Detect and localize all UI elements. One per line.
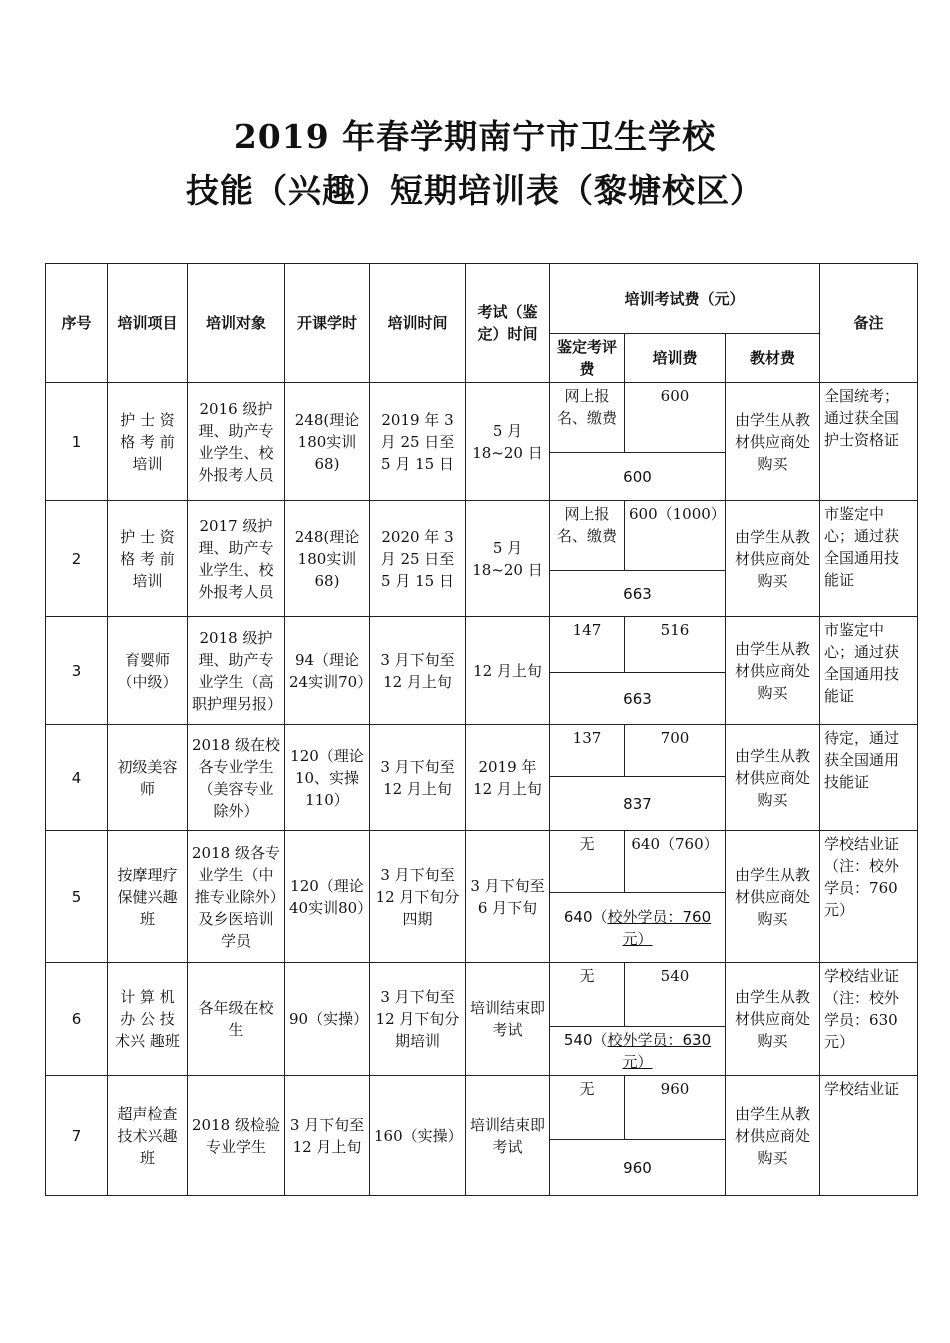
row-training-fee: 960 <box>625 1076 726 1140</box>
row-target: 2018 级检验专业学生 <box>188 1076 285 1196</box>
row-total-fee <box>550 453 726 501</box>
row-seq: 3 <box>46 617 108 725</box>
row-total-main: 663 <box>623 584 652 603</box>
row-target: 2018 级各专业学生（中推专业除外）及乡医培训学员 <box>188 831 285 963</box>
row-exam: 培训结束即考试 <box>466 963 550 1076</box>
row-remarks: 学校结业证（注：校外学员：630 元） <box>820 963 918 1076</box>
title-line-2: 技能（兴趣）短期培训表（黎塘校区） <box>186 171 764 210</box>
row-seq: 1 <box>46 383 108 501</box>
row-material-fee: 由学生从教材供应商处购买 <box>726 1076 820 1196</box>
row-appraisal-fee: 无 <box>550 1076 625 1140</box>
row-remarks: 待定，通过获全国通用技能证 <box>820 725 918 831</box>
table-row <box>46 617 918 673</box>
row-time: 3 月下旬至 12 月下旬分期培训 <box>370 963 466 1076</box>
row-hours: 94（理论24实训70） <box>285 617 370 725</box>
row-seq: 6 <box>46 963 108 1076</box>
row-total-main: 663 <box>623 689 652 708</box>
header-material-fee: 教材费 <box>726 334 820 383</box>
row-remarks: 全国统考；通过获全国护士资格证 <box>820 383 918 501</box>
row-remarks: 市鉴定中心；通过获全国通用技能证 <box>820 501 918 617</box>
row-time: 3 月下旬至 12 月下旬分四期 <box>370 831 466 963</box>
header-appraisal-fee: 鉴定考评费 <box>550 334 625 383</box>
row-total-extra: 校外学员：760 元） <box>607 907 712 948</box>
row-seq: 7 <box>46 1076 108 1196</box>
row-exam: 5 月 18~20 日 <box>466 501 550 617</box>
header-project: 培训项目 <box>108 264 188 383</box>
row-total-main: 837 <box>623 794 652 813</box>
row-exam: 培训结束即考试 <box>466 1076 550 1196</box>
row-target: 2017 级护理、助产专业学生、校外报考人员 <box>188 501 285 617</box>
row-total-main: 640（ <box>563 907 608 926</box>
header-time: 培训时间 <box>370 264 466 383</box>
row-hours: 3 月下旬至 12 月上旬 <box>285 1076 370 1196</box>
row-total-fee <box>550 673 726 725</box>
row-total-fee <box>550 777 726 831</box>
row-training-fee: 600 <box>625 383 726 453</box>
row-time: 2019 年 3 月 25 日至 5 月 15 日 <box>370 383 466 501</box>
row-training-fee: 640（760） <box>625 831 726 893</box>
table-row <box>46 725 918 777</box>
row-total-fee <box>550 1027 726 1076</box>
header-seq: 序号 <box>46 264 108 383</box>
row-material-fee: 由学生从教材供应商处购买 <box>726 617 820 725</box>
header-hours: 开课学时 <box>285 264 370 383</box>
row-project: 计 算 机 办 公 技 术兴 趣班 <box>108 963 188 1076</box>
row-hours: 248(理论180实训68) <box>285 383 370 501</box>
row-appraisal-fee: 无 <box>550 831 625 893</box>
row-appraisal-fee: 网上报名、缴费 <box>550 501 625 571</box>
row-project: 初级美容师 <box>108 725 188 831</box>
row-material-fee: 由学生从教材供应商处购买 <box>726 501 820 617</box>
table-row <box>46 501 918 571</box>
row-target: 各年级在校生 <box>188 963 285 1076</box>
row-remarks: 学校结业证 <box>820 1076 918 1196</box>
row-training-fee: 600（1000） <box>625 501 726 571</box>
row-project: 护 士 资 格 考 前 培训 <box>108 383 188 501</box>
row-project: 按摩理疗保健兴趣班 <box>108 831 188 963</box>
row-target: 2018 级在校各专业学生（美容专业除外） <box>188 725 285 831</box>
row-material-fee: 由学生从教材供应商处购买 <box>726 831 820 963</box>
row-remarks: 市鉴定中心；通过获全国通用技能证 <box>820 617 918 725</box>
header-fees: 培训考试费（元） <box>550 264 820 334</box>
header-exam: 考试（鉴定）时间 <box>466 264 550 383</box>
row-total-fee <box>550 571 726 617</box>
header-training-fee: 培训费 <box>625 334 726 383</box>
row-total-extra: 校外学员：630 元） <box>607 1031 712 1071</box>
row-project: 超声检查技术兴趣班 <box>108 1076 188 1196</box>
row-time: 3 月下旬至 12 月上旬 <box>370 725 466 831</box>
row-appraisal-fee: 无 <box>550 963 625 1027</box>
row-target: 2018 级护理、助产专业学生（高职护理另报） <box>188 617 285 725</box>
row-total-fee <box>550 1140 726 1196</box>
row-total-main: 540（ <box>563 1031 608 1049</box>
row-remarks: 学校结业证（注：校外学员：760 元） <box>820 831 918 963</box>
row-hours: 90（实操） <box>285 963 370 1076</box>
row-appraisal-fee: 147 <box>550 617 625 673</box>
row-training-fee: 516 <box>625 617 726 673</box>
row-project: 护 士 资 格 考 前 培训 <box>108 501 188 617</box>
table-row <box>46 963 918 1027</box>
row-material-fee: 由学生从教材供应商处购买 <box>726 963 820 1076</box>
row-material-fee: 由学生从教材供应商处购买 <box>726 725 820 831</box>
row-appraisal-fee: 137 <box>550 725 625 777</box>
row-seq: 4 <box>46 725 108 831</box>
row-hours: 248(理论180实训68) <box>285 501 370 617</box>
row-appraisal-fee: 网上报名、缴费 <box>550 383 625 453</box>
row-total-fee <box>550 893 726 963</box>
row-training-fee: 540 <box>625 963 726 1027</box>
row-exam: 12 月上旬 <box>466 617 550 725</box>
row-time: 160（实操） <box>370 1076 466 1196</box>
row-target: 2016 级护理、助产专业学生、校外报考人员 <box>188 383 285 501</box>
row-total-main: 600 <box>623 467 652 486</box>
row-hours: 120（理论40实训80） <box>285 831 370 963</box>
training-table <box>45 263 918 1196</box>
row-material-fee: 由学生从教材供应商处购买 <box>726 383 820 501</box>
row-exam: 2019 年 12 月上旬 <box>466 725 550 831</box>
row-seq: 2 <box>46 501 108 617</box>
row-exam: 5 月 18~20 日 <box>466 383 550 501</box>
row-time: 3 月下旬至 12 月上旬 <box>370 617 466 725</box>
row-time: 2020 年 3 月 25 日至 5 月 15 日 <box>370 501 466 617</box>
header-target: 培训对象 <box>188 264 285 383</box>
row-seq: 5 <box>46 831 108 963</box>
title-line-1: 2019 年春学期南宁市卫生学校 <box>233 117 717 156</box>
row-training-fee: 700 <box>625 725 726 777</box>
row-project: 育婴师（中级） <box>108 617 188 725</box>
row-total-main: 960 <box>623 1158 652 1177</box>
row-exam: 3 月下旬至 6 月下旬 <box>466 831 550 963</box>
table-row <box>46 831 918 893</box>
document-title <box>0 110 950 218</box>
table-row <box>46 383 918 453</box>
row-hours: 120（理论10、实操110） <box>285 725 370 831</box>
table-row <box>46 1076 918 1140</box>
header-remarks: 备注 <box>820 264 918 383</box>
